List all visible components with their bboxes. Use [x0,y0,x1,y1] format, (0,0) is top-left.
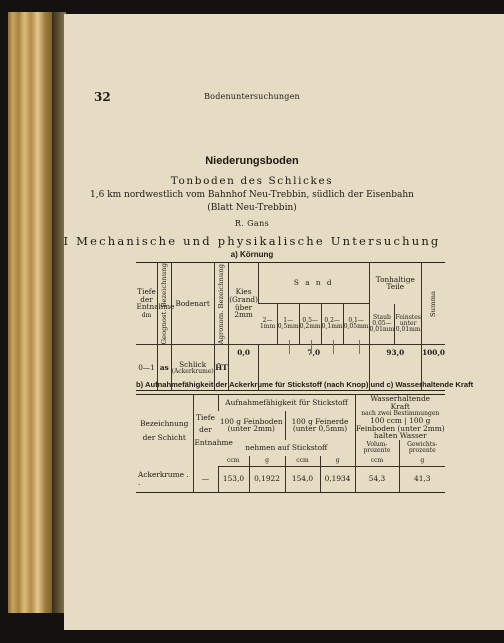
author: R. Gans [234,219,270,228]
gravel-header: Kies (Grand) über 2mm [229,263,259,345]
sand-subcolumn-ticks [267,340,381,354]
sand-header: S a n d [258,263,369,304]
row-layer-name: Ackerkrume . . [136,466,193,492]
row-agronom: ĤT [214,345,229,391]
sand-fraction-1: 2— 1mm [258,304,277,345]
row-depth: 0—1 [136,345,158,391]
unit-g-2: g [320,456,355,466]
row-soil-note: (Ackerkrume) [171,367,214,375]
map-sheet-line: (Blatt Neu-Trebbin) [207,203,297,213]
absorb-header: nehmen auf Stickstoff [245,443,328,453]
page-number: 32 [94,90,111,104]
dust-header: Staub 0,05— 0,01mm [369,304,395,345]
fine-soil-header: 100 g Feinboden (unter 2mm) [219,416,283,434]
row-value-3: 154,0 [285,466,320,492]
row-clay-total: 93,0 [369,345,422,391]
grain-size-table [136,262,445,391]
vol-unit: ccm [355,456,399,466]
sand-fraction-4: 0,2— 0,1mm [321,304,343,345]
layer-name-header: Bezeichnung der Schicht [140,418,189,442]
sand-fraction-2: 1— 0,5mm [277,304,299,345]
nitrogen-header: Aufnahmefähigkeit für Stickstoff [218,395,355,411]
row-gravel: 0,0 [229,345,259,391]
sand-fraction-5: 0,1— 0,05mm [343,304,369,345]
agronom-header: Agronom. Bezeichnung [216,263,225,344]
mechanical-heading: I Mechanische und physikalische Untersuchung [63,234,441,248]
section-title: Niederungsboden [205,155,299,167]
row-value-2: 0,1922 [249,466,285,492]
row-depth2: — [193,466,218,492]
clay-header: Tonhaltige Teile [369,263,422,304]
soil-type-header: Bodenart [171,263,214,345]
water-note: nach zwei Bestimmungen [361,409,440,417]
weight-header: Gewichts-prozente [399,440,445,456]
depth-unit: dm [141,312,152,320]
row-value-6: 41,3 [399,466,445,492]
row-value-4: 0,1934 [320,466,355,492]
grain-size-heading: a) Körnung [230,250,274,259]
unit-ccm-2: ccm [285,456,320,466]
unit-ccm-1: ccm [218,456,249,466]
finest-header: Feinstes unter 0,01mm [395,304,422,345]
unit-g-1: g [249,456,285,466]
vol-header: Volum-prozente [355,440,399,456]
row-sand-total: 7,0 [258,345,369,391]
row-value-5: 54,3 [355,466,399,492]
row-geognost: as [158,345,172,391]
water-sub: 100 ccm | 100 g [370,415,431,425]
nitrogen-water-heading: b) Aufnahmefähigkeit der Ackerkrume für Stickstoff (nach Knop) und c) Wasserhaltende Kraft [136,380,474,389]
sand-fraction-3: 0,5— 0,2mm [299,304,321,345]
depth2-header: Tiefe der Entnahme [194,412,233,447]
soil-subtitle: Tonboden des Schlickes [170,175,334,187]
geognost-header: Geognost. Bezeichnung [159,263,168,345]
row-value-1: 153,0 [218,466,249,492]
fine-earth-header: 100 g Feinerde (unter 0,5mm) [285,411,355,441]
running-head: Bodenuntersuchungen [204,92,300,101]
weight-unit: g [399,456,445,466]
water-sub2: Feinboden (unter 2mm) halten Wasser [355,423,445,441]
location-line: 1,6 km nordwestlich vom Bahnhof Neu-Trebbin, südlich der Eisenbahn [90,190,414,200]
row-soil: Schlick [179,359,207,369]
row-sum: 100,0 [422,345,445,391]
water-header: Wasserhaltende Kraft [370,394,431,411]
sum-header: Summa [428,290,437,317]
nitrogen-water-table [136,394,445,493]
book-page-edges [8,12,56,613]
depth-header: Tiefe der Entnahme [136,287,175,312]
